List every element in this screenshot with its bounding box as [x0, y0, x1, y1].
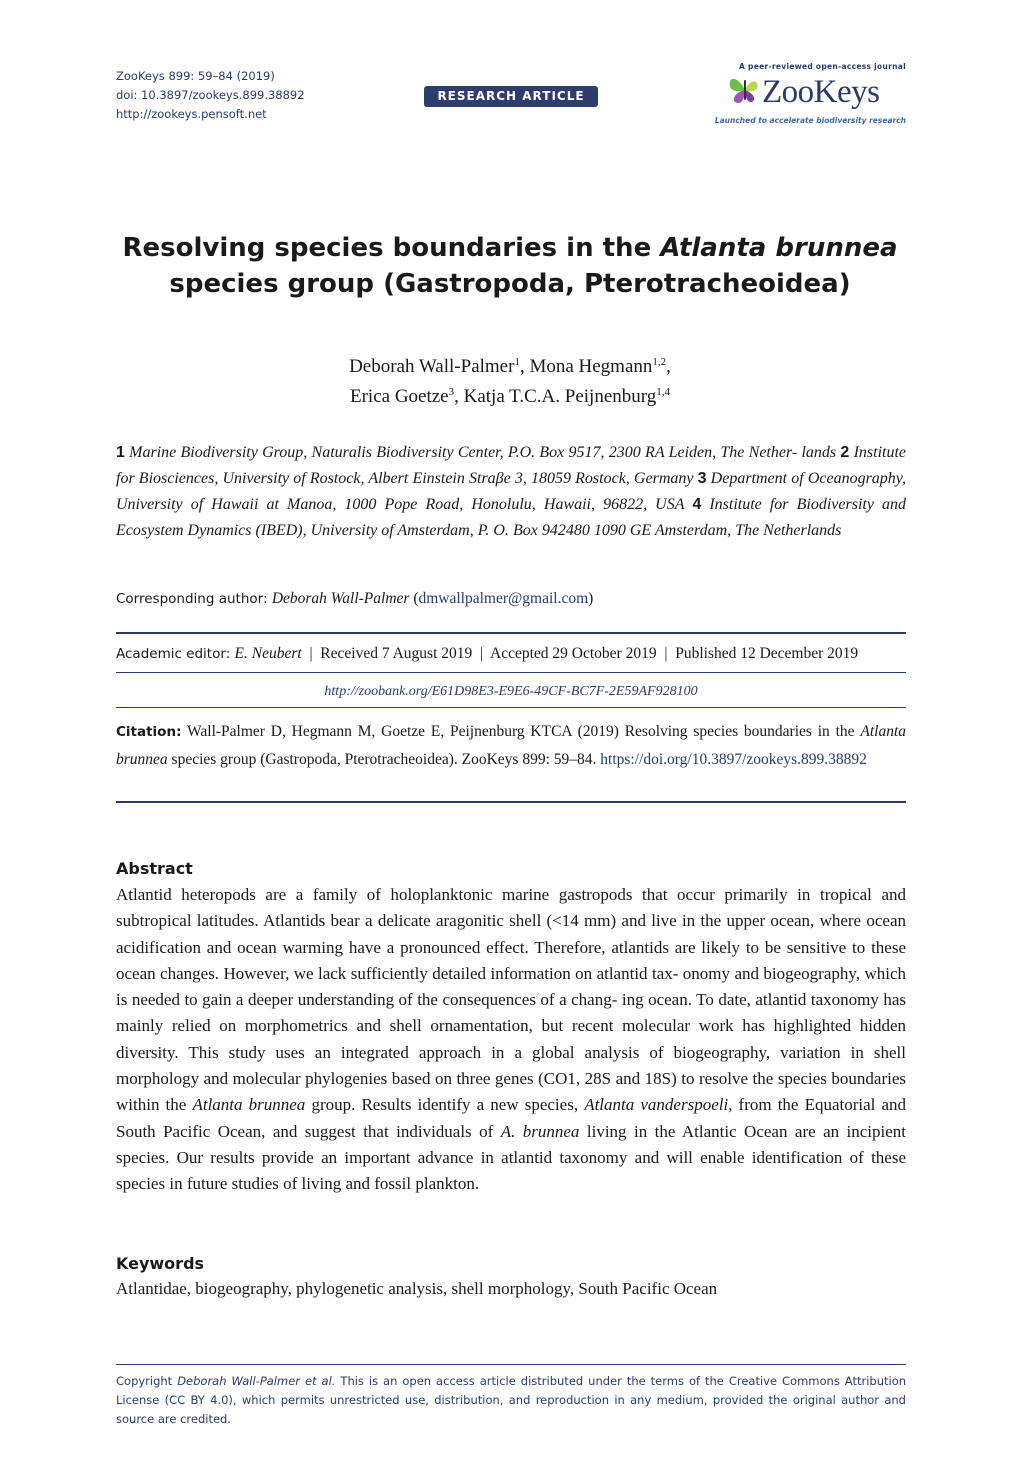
copyright-text: This is an open access article distributed under the terms of the Creative Commons Attribution License (CC BY 4.0), which permits unrestricted use, distribution, and reproduction in any medium, provided the original author and source are credited. — [116, 1374, 907, 1426]
doi-link[interactable]: doi: 10.3897/zookeys.899.38892 — [116, 88, 305, 102]
title-part-2: species group (Gastropoda, Pterotracheoidea) — [169, 269, 851, 299]
article-type-badge: RESEARCH ARTICLE — [424, 86, 598, 107]
abstract-span: Atlantid heteropods are a family of holoplanktonic marine gastropods that occur primarily in tropical and subtropical latitudes. Atlantids bear a delicate aragonitic shell (<14 mm) and live in the upper ocean, where ocean acidification and ocean warming have a pronounced effect. Therefore, atlantids are likely to be sensitive to these ocean changes. However, we lack sufficiently detailed information on atlantid tax- onomy and biogeography, which is needed to gain a deeper understanding of the consequences of a chang- ing ocean. To date, atlantid taxonomy has mainly relied on morphometrics and shell ornamentation, but recent molecular work has highlighted hidden diversity. This study uses an integrated approach in a global analysis of biogeography, variation in shell morphology and molecular phylogenies based on three genes (CO1, 28S and 18S) to resolve the species boundaries within the — [116, 885, 906, 1115]
affiliation-text: Department of Oceanography, University of Hawaii at Manoa, 1000 Pope Road, Honolulu, Hawaii, 96822, USA — [116, 470, 907, 513]
author-name[interactable]: Deborah Wall-Palmer — [349, 356, 515, 377]
butterfly-icon — [726, 72, 764, 108]
author-name[interactable]: Erica Goetze — [349, 386, 449, 407]
citation-label: Citation: — [116, 724, 182, 740]
author-affil-sup: 1 — [514, 356, 520, 368]
abstract-span: , from the Equatorial and South Pacific Ocean, and suggest that individuals of — [116, 1095, 907, 1141]
author-name[interactable]: Katja T.C.A. Peijnenburg — [463, 386, 657, 407]
divider — [116, 1364, 906, 1365]
abstract-species: A. brunnea — [500, 1121, 580, 1141]
copyright-holder: Deborah Wall-Palmer et al. — [177, 1374, 336, 1388]
title-part-1: Resolving species boundaries in the — [122, 233, 661, 263]
divider — [116, 672, 906, 673]
author-affil-sup: 1,4 — [656, 386, 670, 398]
logo-tagline: A peer-reviewed open-access journal — [739, 62, 906, 71]
abstract-heading: Abstract — [116, 859, 193, 878]
affiliation-text: Institute for Biodiversity and Ecosystem Dynamics (IBED), University of Amsterdam, P. O. Box 942480 1090 GE Amsterdam, The Netherlands — [116, 496, 907, 539]
citation-block — [116, 718, 906, 773]
article-title — [100, 230, 920, 302]
abstract-species: Atlanta vanderspoeli — [584, 1095, 729, 1115]
affiliation-text: Marine Biodiversity Group, Naturalis Biodiversity Center, P.O. Box 9517, 2300 RA Leiden, The Nether- lands — [129, 444, 837, 461]
author-name[interactable]: Mona Hegmann — [529, 356, 653, 377]
editor-label: Academic editor — [116, 646, 226, 662]
divider — [116, 707, 906, 708]
affiliations — [116, 440, 906, 544]
affiliation-number: 3 — [697, 470, 707, 487]
title-species: Atlanta brunnea — [660, 233, 898, 263]
citation-species: Atlanta brunnea — [116, 723, 906, 768]
abstract-span: group. Results identify a new species, — [311, 1095, 579, 1115]
journal-header — [116, 67, 305, 124]
received-date: Received 7 August 2019 — [320, 645, 473, 662]
divider — [116, 801, 906, 803]
affiliation-number: 2 — [840, 444, 850, 461]
divider — [116, 632, 906, 634]
citation-doi-link[interactable]: https://doi.org/10.3897/zookeys.899.38892 — [600, 751, 867, 768]
abstract-text — [116, 882, 906, 1198]
editor-name: E. Neubert — [234, 645, 302, 662]
published-date: Published 12 December 2019 — [675, 645, 859, 662]
affiliation-number: 4 — [692, 496, 702, 513]
keywords-text: Atlantidae, biogeography, phylogenetic analysis, shell morphology, South Pacific Ocean — [116, 1279, 718, 1298]
editorial-history: Academic editor: E. Neubert | Received 7 August 2019 | Accepted 29 October 2019 | Published 12 December 2019 — [116, 645, 859, 662]
zookeys-logo[interactable] — [714, 62, 908, 128]
author-affil-sup: 3 — [448, 386, 455, 398]
corresponding-author: Corresponding author: Deborah Wall-Palmer (dmwallpalmer@gmail.com) — [116, 590, 594, 607]
abstract-species: Atlanta brunnea — [192, 1095, 306, 1115]
abstract-span: living in the Atlantic Ocean are an incipient species. Our results provide an important advance in atlantid taxonomy and will enable identification of these species in future studies of living and fossil plankton. — [116, 1121, 907, 1194]
citation-text: Wall-Palmer D, Hegmann M, Goetze E, Peijnenburg KTCA (2019) Resolving species boundaries in the — [187, 723, 855, 740]
logo-name: ZooKeys — [762, 74, 880, 110]
author-list: Deborah Wall-Palmer$^1$, Mona Hegmann$^{1,2}$, Erica Goetze$^3$, Katja T.C.A. Peijnenburg$^{1,4}$ — [349, 356, 671, 407]
zoobank-link[interactable]: http://zoobank.org/E61D98E3-E9E6-49CF-BC7F-2E59AF928100 — [324, 684, 698, 699]
journal-volume: ZooKeys 899: 59–84 (2019) — [116, 69, 275, 83]
journal-url-link[interactable]: http://zookeys.pensoft.net — [116, 107, 267, 121]
copyright-prefix: Copyright — [116, 1374, 173, 1388]
keywords-heading: Keywords — [116, 1254, 205, 1273]
accepted-date: Accepted 29 October 2019 — [490, 645, 657, 662]
author-affil-sup: 1,2 — [652, 356, 667, 368]
logo-slogan: Launched to accelerate biodiversity research — [714, 116, 906, 125]
copyright-notice — [116, 1372, 906, 1429]
affiliation-number: 1 — [116, 444, 125, 461]
citation-text: species group (Gastropoda, Pterotracheoidea). ZooKeys 899: 59–84. — [171, 751, 597, 768]
corresponding-name: Deborah Wall-Palmer — [271, 590, 410, 607]
affiliation-text: Institute for Biosciences, University of Rostock, Albert Einstein Straβe 3, 18059 Rostock, Germany — [116, 444, 907, 487]
email-link[interactable]: dmwallpalmer@gmail.com — [418, 590, 589, 607]
corresponding-label: Corresponding author — [116, 591, 263, 607]
